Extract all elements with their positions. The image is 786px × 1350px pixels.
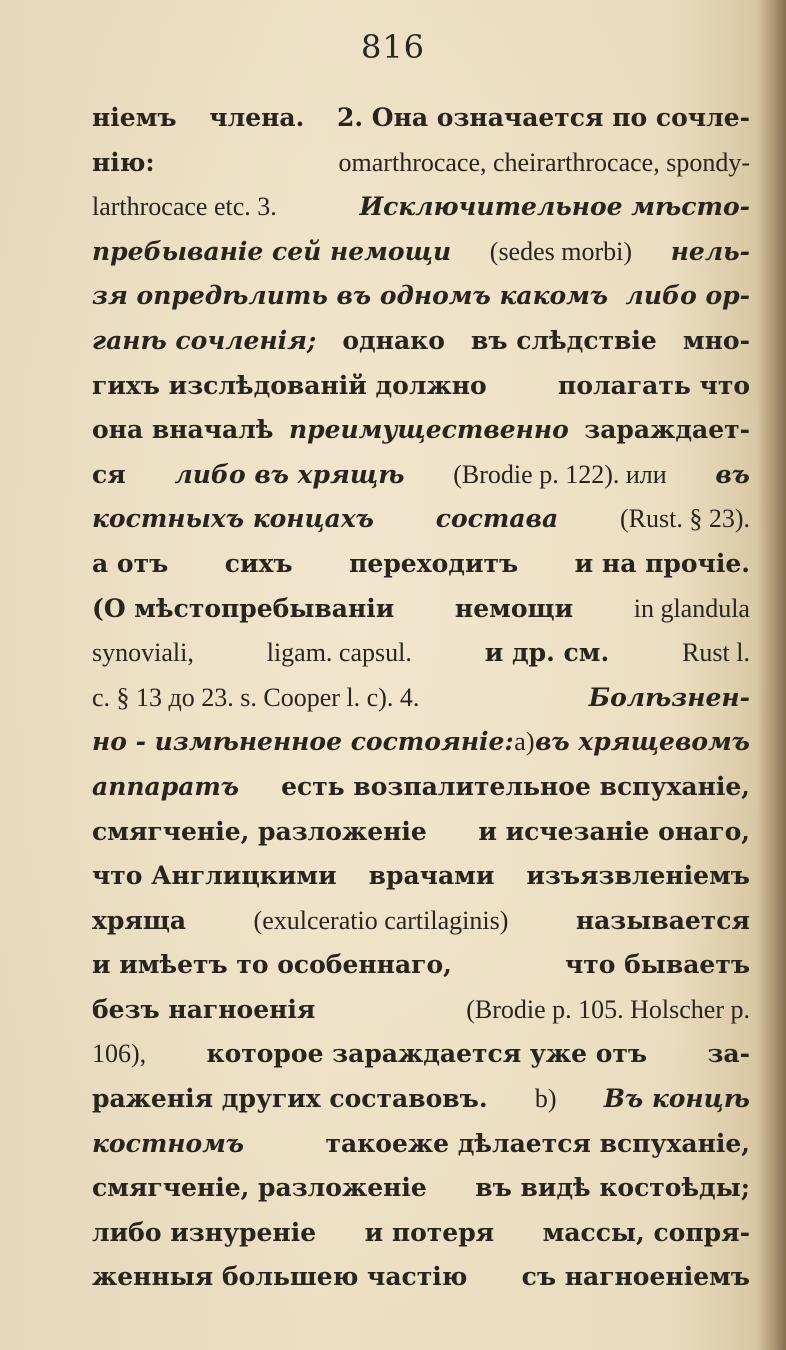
text-line <box>92 1032 750 1077</box>
text-segment: аппаратъ <box>92 771 240 801</box>
text-segment: b) <box>534 1084 557 1114</box>
text-segment: безъ нагноенія <box>92 994 316 1024</box>
text-segment: однако <box>342 325 445 355</box>
text-segment: omarthrocace, cheirarthrocace, spondy- <box>338 147 750 177</box>
text-line <box>92 1255 750 1300</box>
text-segment: въ <box>715 459 750 489</box>
text-line <box>92 720 750 765</box>
text-line <box>92 810 750 855</box>
text-line <box>92 631 750 676</box>
text-line <box>92 497 750 542</box>
text-segment: въ хрящевомъ <box>535 727 750 757</box>
text-segment: мно- <box>682 325 750 355</box>
text-segment: либо въ хрящѣ <box>174 459 405 489</box>
text-segment: нель- <box>670 236 750 266</box>
text-segment: смягченіе, разложеніе <box>92 816 427 846</box>
text-line <box>92 141 750 186</box>
text-segment: ніемъ <box>92 103 177 132</box>
text-segment: которое зараждается уже отъ <box>206 1039 648 1069</box>
text-line <box>92 319 750 364</box>
text-segment: за- <box>707 1039 750 1069</box>
text-line <box>92 1166 750 1211</box>
text-segment: называется <box>575 905 750 935</box>
text-segment: переходитъ <box>349 548 519 578</box>
text-segment: (Brodie p. 122). или <box>453 459 667 489</box>
text-segment: Въ концѣ <box>603 1084 750 1114</box>
text-segment: либо ор- <box>625 281 750 311</box>
text-segment: и потеря <box>364 1217 495 1247</box>
text-line <box>92 230 750 275</box>
text-segment: смягченіе, разложеніе <box>92 1173 427 1203</box>
text-segment: женныя большею частію <box>92 1262 468 1292</box>
text-line <box>92 988 750 1033</box>
text-segment: и др. см. <box>484 638 610 668</box>
text-segment: врачами <box>368 861 495 891</box>
text-line <box>92 185 750 230</box>
text-segment: что бываетъ <box>564 950 750 980</box>
text-segment: (exulceratio cartilaginis) <box>253 905 509 935</box>
text-line <box>92 542 750 587</box>
text-line <box>92 96 750 141</box>
text-segment: ганѣ сочленія; <box>92 325 317 355</box>
text-segment: костныхъ концахъ <box>92 504 374 534</box>
text-segment: она вначалѣ <box>92 415 274 445</box>
text-segment: нію: <box>92 147 155 177</box>
text-segment: хряща <box>92 905 187 935</box>
text-line <box>92 364 750 409</box>
text-line <box>92 408 750 453</box>
text-segment: гихъ изслѣдованій должно <box>92 370 487 400</box>
text-line <box>92 274 750 319</box>
text-segment: раженія других составовъ. <box>92 1084 488 1114</box>
text-line <box>92 943 750 988</box>
text-segment: либо изнуреніе <box>92 1217 317 1247</box>
text-line <box>92 453 750 498</box>
text-segment: что Англицкими <box>92 861 337 891</box>
text-segment: (Brodie p. 105. Holscher p. <box>466 994 750 1024</box>
body-text <box>92 96 750 1300</box>
text-segment: 106), <box>92 1039 147 1069</box>
text-segment: въ видѣ костоѣды; <box>475 1173 750 1203</box>
text-line <box>92 1077 750 1122</box>
text-segment: in glandula <box>633 593 750 623</box>
text-line <box>92 676 750 721</box>
text-segment: 2. Она означается по сочле- <box>337 103 750 132</box>
text-segment: (sedes morbi) <box>489 236 633 266</box>
text-segment: но - измѣненное состояніе: <box>92 727 514 757</box>
text-segment: зя опредѣлить въ одномъ какомъ <box>92 281 609 311</box>
text-segment: Болѣзнен- <box>588 682 750 712</box>
text-segment: въ слѣдствіе <box>471 325 657 355</box>
text-segment: Rust l. <box>682 638 750 668</box>
text-line <box>92 1122 750 1167</box>
text-segment: larthrocace etc. 3. <box>92 192 277 222</box>
text-segment: и исчезаніе онаго, <box>478 816 750 846</box>
text-segment: изъязвленіемъ <box>526 861 750 891</box>
text-segment: synoviali, <box>92 638 194 668</box>
text-segment: съ нагноеніемъ <box>521 1262 750 1292</box>
text-segment: и на прочіе. <box>574 548 750 578</box>
text-line <box>92 765 750 810</box>
text-segment: сихъ <box>224 548 293 578</box>
text-segment: Исключительное мѣсто- <box>359 192 750 222</box>
text-segment: преимущественно <box>288 415 569 445</box>
text-segment: массы, сопря- <box>542 1217 750 1247</box>
text-segment: полагать что <box>558 370 750 400</box>
text-segment: зараждает- <box>584 415 750 445</box>
text-segment: и имѣетъ то особеннаго, <box>92 950 452 980</box>
text-segment: пребываніе сей немощи <box>92 236 452 266</box>
text-segment: а отъ <box>92 548 169 578</box>
text-segment: такоеже дѣлается вспуханіе, <box>325 1128 750 1158</box>
page-number: 816 <box>360 28 426 66</box>
text-segment: немощи <box>454 593 574 623</box>
text-segment: ся <box>92 459 126 489</box>
text-segment: костномъ <box>92 1128 245 1158</box>
text-line <box>92 1211 750 1256</box>
text-segment: a) <box>514 727 535 757</box>
text-line <box>92 854 750 899</box>
text-segment: (О мѣстопребываніи <box>92 593 395 623</box>
text-segment: c. § 13 до 23. s. Cooper l. c). 4. <box>92 682 420 712</box>
text-line <box>92 587 750 632</box>
text-segment: есть возпалительное вспуханіе, <box>281 771 750 801</box>
text-segment: состава <box>435 504 559 534</box>
page-edge-shadow <box>758 0 786 1350</box>
text-segment: члена. <box>209 103 305 132</box>
text-segment: (Rust. § 23). <box>619 504 750 534</box>
text-line <box>92 899 750 944</box>
text-segment: ligam. capsul. <box>266 638 412 668</box>
